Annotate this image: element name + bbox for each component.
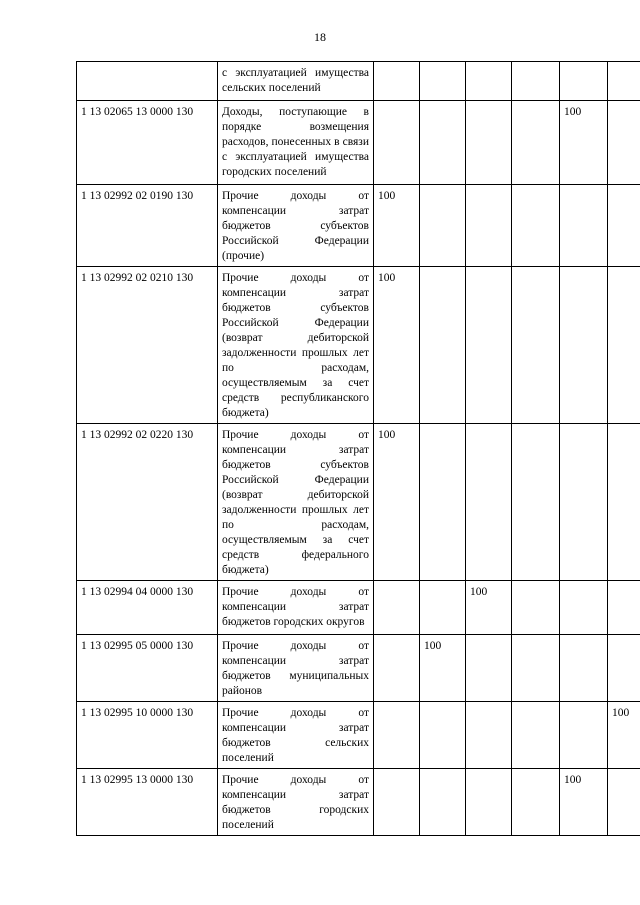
distribution-percent-cell [420,702,466,769]
distribution-percent-cell [512,635,560,702]
distribution-percent-cell [374,769,420,836]
revenue-description-cell: Прочие доходы от компенсации затрат бюджетов городских округов [218,581,374,635]
revenue-description-cell: Прочие доходы от компенсации затрат бюджетов субъектов Российской Федерации (возврат дебиторской задолженности прошлых лет по расходам, осуществляемым за счет средств республиканского бюджета) [218,267,374,424]
distribution-percent-cell [374,635,420,702]
distribution-percent-cell [466,424,512,581]
budget-code-cell: 1 13 02995 13 0000 130 [77,769,218,836]
distribution-percent-cell [608,101,640,185]
distribution-percent-cell [466,769,512,836]
distribution-percent-cell [466,635,512,702]
table-row [77,185,640,267]
budget-code-cell: 1 13 02992 02 0190 130 [77,185,218,267]
distribution-percent-cell [420,62,466,101]
budget-code-cell: 1 13 02995 05 0000 130 [77,635,218,702]
distribution-percent-cell: 100 [374,424,420,581]
revenue-description-cell: с эксплуатацией имущества сельских поселений [218,62,374,101]
distribution-percent-cell [560,62,608,101]
distribution-percent-cell [420,581,466,635]
distribution-percent-cell [512,185,560,267]
distribution-percent-cell [466,702,512,769]
distribution-percent-cell [608,185,640,267]
distribution-percent-cell: 100 [420,635,466,702]
distribution-percent-cell [608,424,640,581]
revenue-description-cell: Прочие доходы от компенсации затрат бюджетов сельских поселений [218,702,374,769]
distribution-percent-cell [512,62,560,101]
distribution-percent-cell [608,62,640,101]
distribution-percent-cell [512,424,560,581]
table-row [77,267,640,424]
distribution-percent-cell [512,702,560,769]
distribution-percent-cell [374,581,420,635]
distribution-percent-cell [608,635,640,702]
distribution-percent-cell [512,769,560,836]
distribution-percent-cell [608,581,640,635]
distribution-percent-cell [512,101,560,185]
budget-code-cell: 1 13 02992 02 0220 130 [77,424,218,581]
distribution-percent-cell [420,424,466,581]
distribution-percent-cell [560,635,608,702]
distribution-percent-cell [560,424,608,581]
budget-code-cell: 1 13 02994 04 0000 130 [77,581,218,635]
revenue-description-cell: Доходы, поступающие в порядке возмещения расходов, понесенных в связи с эксплуатацией имущества городских поселений [218,101,374,185]
distribution-percent-cell [608,267,640,424]
distribution-percent-cell [512,581,560,635]
distribution-percent-cell [420,769,466,836]
distribution-percent-cell [466,185,512,267]
distribution-percent-cell [374,62,420,101]
page-number: 18 [314,30,326,44]
table-row [77,424,640,581]
distribution-percent-cell: 100 [608,702,640,769]
revenue-distribution-table [76,61,640,836]
distribution-percent-cell [374,702,420,769]
table-row [77,62,640,101]
distribution-percent-cell: 100 [374,185,420,267]
table-row [77,101,640,185]
table-row [77,769,640,836]
distribution-percent-cell: 100 [560,101,608,185]
distribution-percent-cell [560,185,608,267]
budget-code-cell: 1 13 02995 10 0000 130 [77,702,218,769]
distribution-percent-cell [560,581,608,635]
budget-code-cell: 1 13 02992 02 0210 130 [77,267,218,424]
budget-code-cell: 1 13 02065 13 0000 130 [77,101,218,185]
distribution-percent-cell [420,185,466,267]
budget-code-cell [77,62,218,101]
distribution-percent-cell: 100 [466,581,512,635]
revenue-description-cell: Прочие доходы от компенсации затрат бюджетов субъектов Российской Федерации (прочие) [218,185,374,267]
distribution-percent-cell [374,101,420,185]
distribution-percent-cell [420,267,466,424]
distribution-percent-cell [466,62,512,101]
revenue-description-cell: Прочие доходы от компенсации затрат бюджетов муниципальных районов [218,635,374,702]
distribution-percent-cell [466,101,512,185]
revenue-description-cell: Прочие доходы от компенсации затрат бюджетов городских поселений [218,769,374,836]
distribution-percent-cell [608,769,640,836]
distribution-percent-cell: 100 [560,769,608,836]
distribution-percent-cell [512,267,560,424]
table-row [77,581,640,635]
table-row [77,635,640,702]
revenue-description-cell: Прочие доходы от компенсации затрат бюджетов субъектов Российской Федерации (возврат дебиторской задолженности прошлых лет по расходам, осуществляемым за счет средств федерального бюджета) [218,424,374,581]
table-row [77,702,640,769]
distribution-percent-cell [560,702,608,769]
distribution-percent-cell [420,101,466,185]
distribution-percent-cell [560,267,608,424]
distribution-percent-cell: 100 [374,267,420,424]
distribution-percent-cell [466,267,512,424]
